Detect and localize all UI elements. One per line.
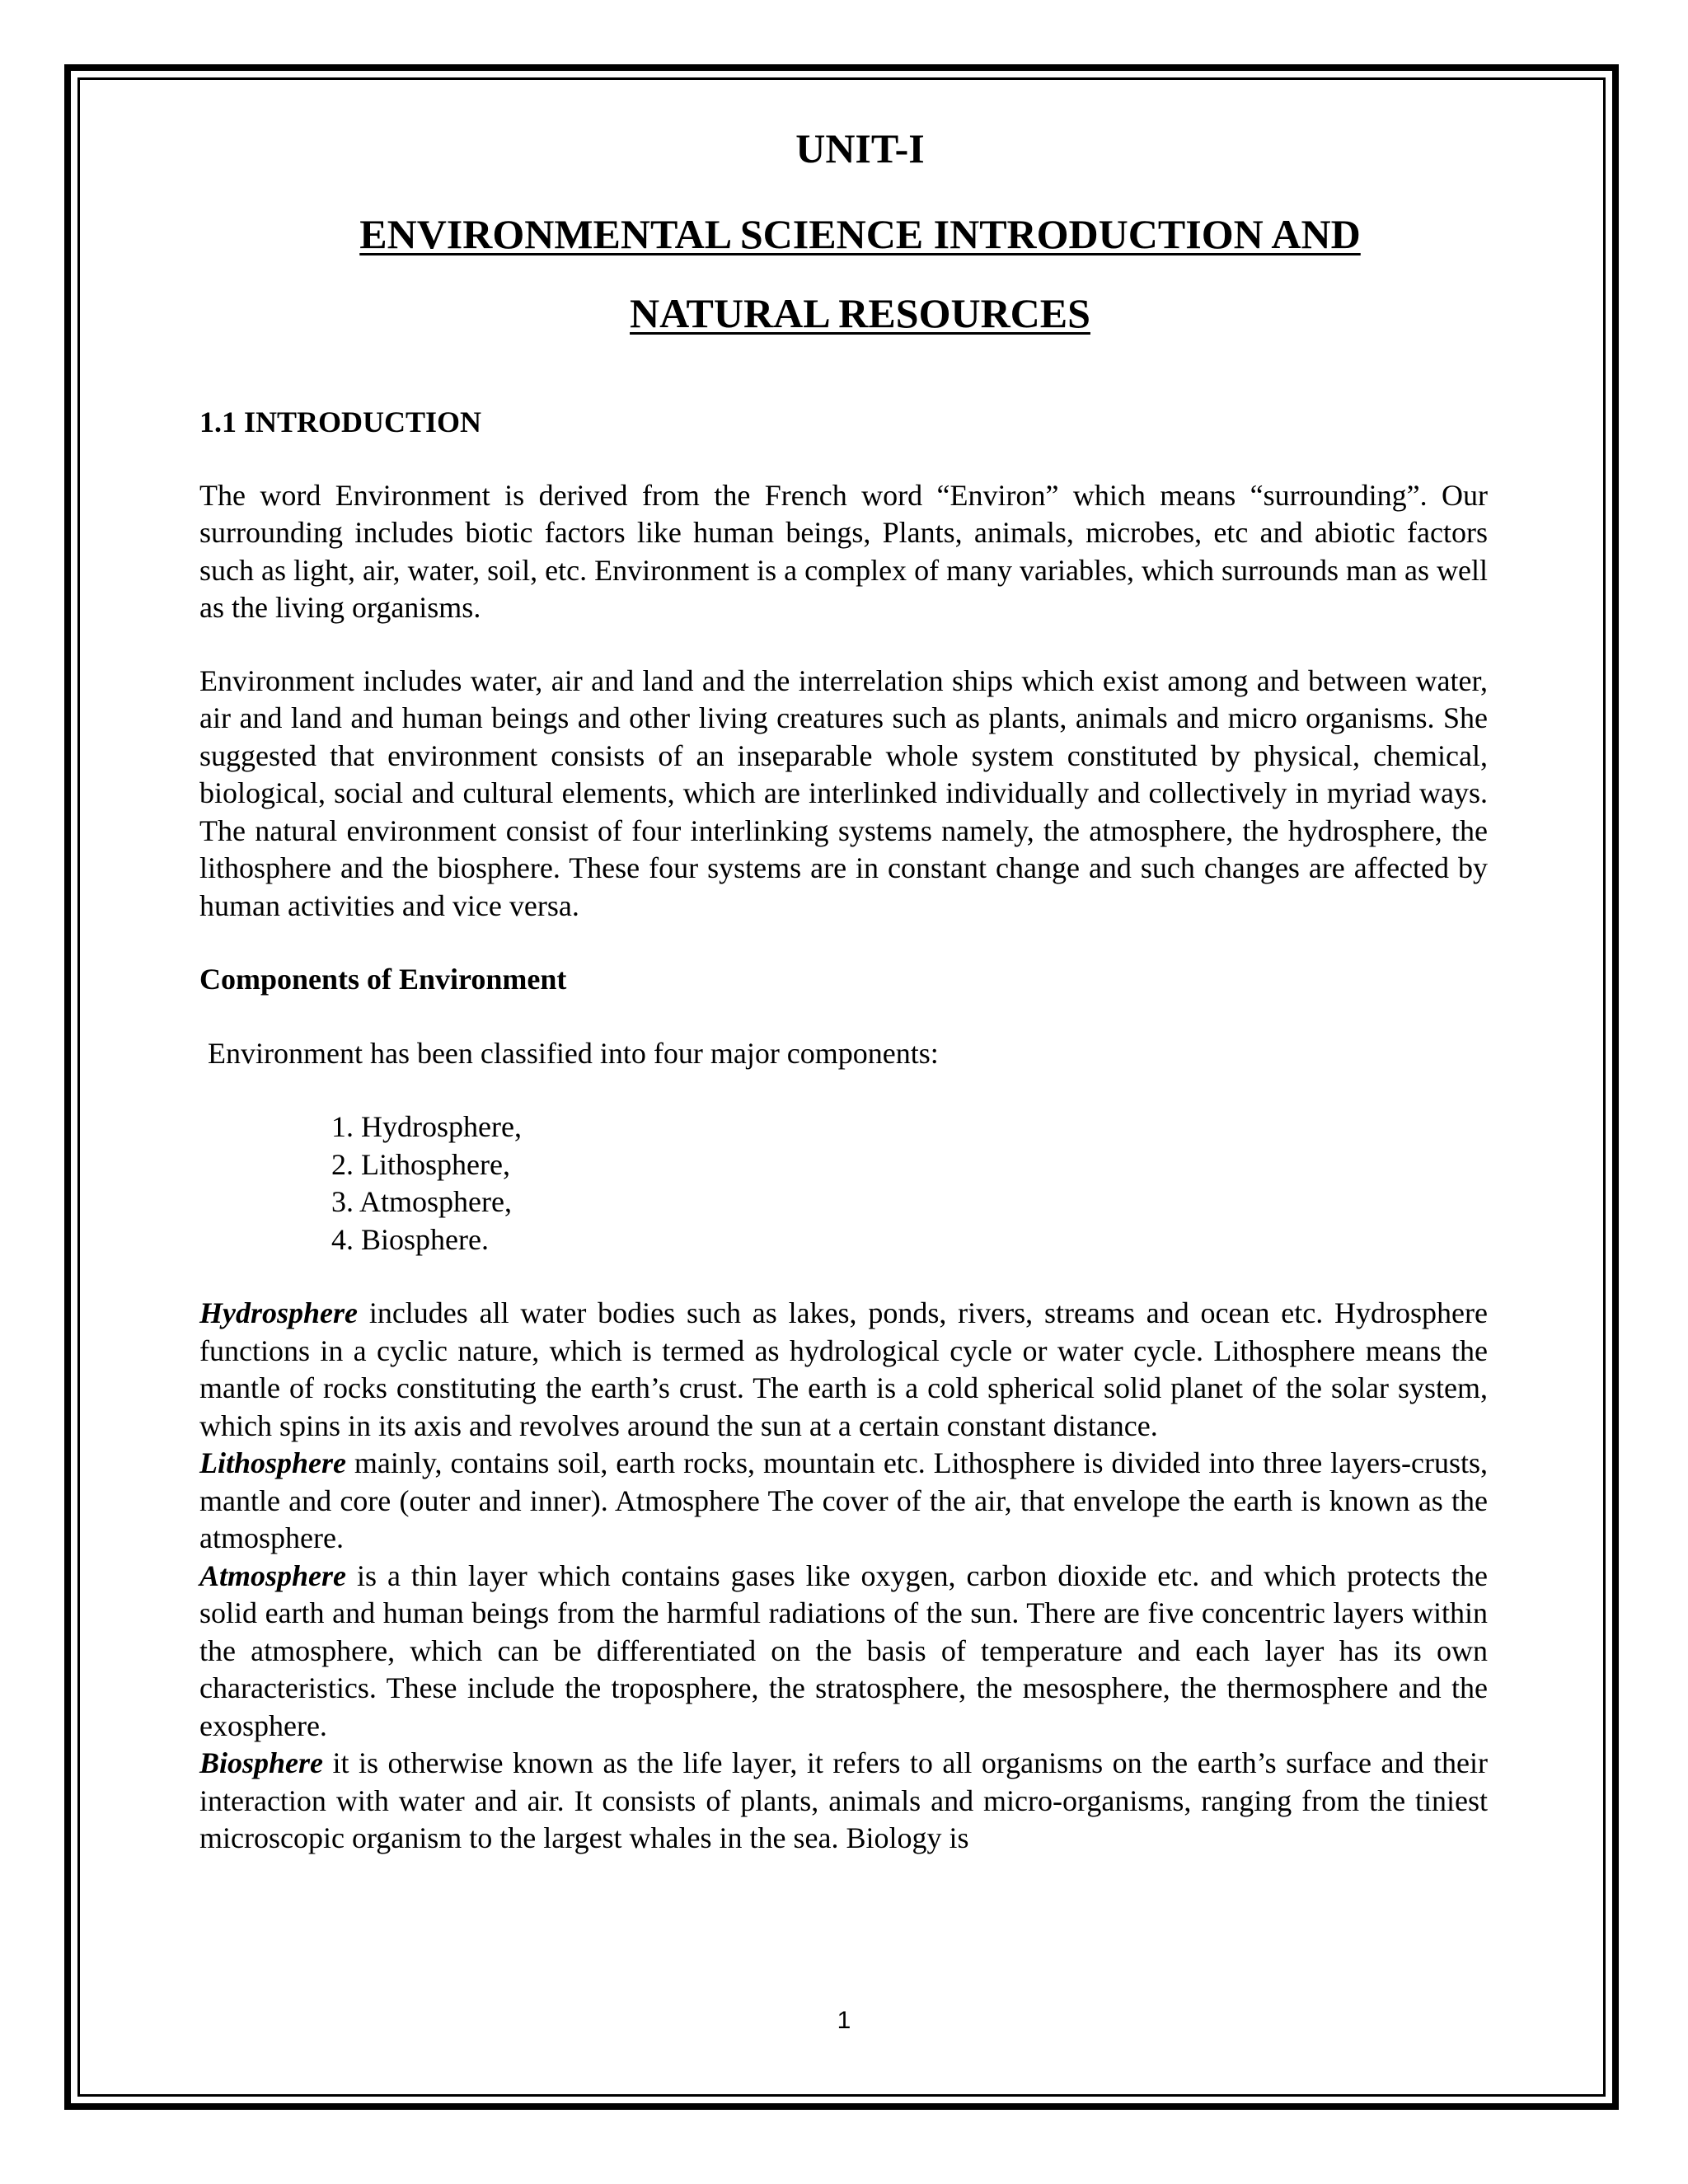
definition-text: is a thin layer which contains gases like oxygen, carbon dioxide etc. and which protects the solid earth and human beings from the harmful radiations of the sun. There are five concentric layers within the atmosphere, which can be differentiated on the basis of temperature and each layer has its own characteristics. These include the troposphere, the stratosphere, the mesosphere, the thermosphere and the exosphere. — [199, 1558, 1488, 1742]
components-list — [199, 1108, 1488, 1258]
components-intro: Environment has been classified into four major components: — [208, 1036, 939, 1070]
definition-term: Lithosphere — [199, 1446, 347, 1479]
page-content — [199, 124, 1488, 1858]
intro-paragraph-1: The word Environment is derived from the French word “Environ” which means “surrounding”. Our surrounding includes biotic factors like human beings, Plants, animals, microbes, etc and abiotic factors such as light, air, water, soil, etc. Environment is a complex of many variables, which surrounds man as well as the living organisms. — [199, 478, 1488, 624]
definition-text: it is otherwise known as the life layer, it refers to all organisms on the earth’s surface and their interaction with water and air. It consists of plants, animals and micro-organisms, ranging from the tiniest microscopic organism to the largest whales in the sea. Biology is — [199, 1746, 1488, 1854]
intro-paragraph-2: Environment includes water, air and land and the interrelation ships which exist among and between water, air and land and human beings and other living creatures such as plants, animals and micro organisms. She suggested that environment consists of an inseparable whole system constituted by physical, chemical, biological, social and cultural elements, which are interlinked individually and collectively in myriad ways. The natural environment consist of four interlinking systems namely, the atmosphere, the hydrosphere, the lithosphere and the biosphere. These four systems are in constant change and such changes are affected by human activities and vice versa. — [199, 663, 1488, 922]
main-title — [199, 194, 1488, 353]
definitions-block — [199, 1295, 1488, 1858]
components-heading: Components of Environment — [199, 963, 567, 996]
definition-lithosphere — [199, 1445, 1488, 1558]
list-item: 4. Biosphere. — [331, 1222, 489, 1256]
list-item: 1. Hydrosphere, — [331, 1110, 522, 1143]
definition-atmosphere — [199, 1558, 1488, 1746]
definition-text: includes all water bodies such as lakes, ponds, rivers, streams and ocean etc. Hydrosphere functions in a cyclic nature, which is termed as hydrological cycle or water cycle. Lithosphere means the mantle of rocks constituting the earth’s crust. The earth is a cold spherical solid planet of the solar system, which spins in its axis and revolves around the sun at a certain constant distance. — [199, 1296, 1488, 1442]
definition-text: mainly, contains soil, earth rocks, mountain etc. Lithosphere is divided into three layers-crusts, mantle and core (outer and inner). Atmosphere The cover of the air, that envelope the earth is known as the atmosphere. — [199, 1446, 1488, 1554]
definition-term: Biosphere — [199, 1746, 324, 1779]
definition-hydrosphere — [199, 1295, 1488, 1445]
unit-title: UNIT-I — [795, 125, 925, 171]
list-item: 3. Atmosphere, — [331, 1185, 512, 1218]
page-number: 1 — [837, 2007, 851, 2034]
main-title-line2: NATURAL RESOURCES — [630, 290, 1090, 336]
main-title-line1: ENVIRONMENTAL SCIENCE INTRODUCTION AND — [359, 211, 1361, 257]
list-item: 2. Lithosphere, — [331, 1147, 510, 1181]
definition-term: Atmosphere — [199, 1558, 347, 1592]
definition-term: Hydrosphere — [199, 1296, 358, 1329]
definition-biosphere — [199, 1745, 1488, 1858]
section-heading: 1.1 INTRODUCTION — [199, 405, 482, 438]
